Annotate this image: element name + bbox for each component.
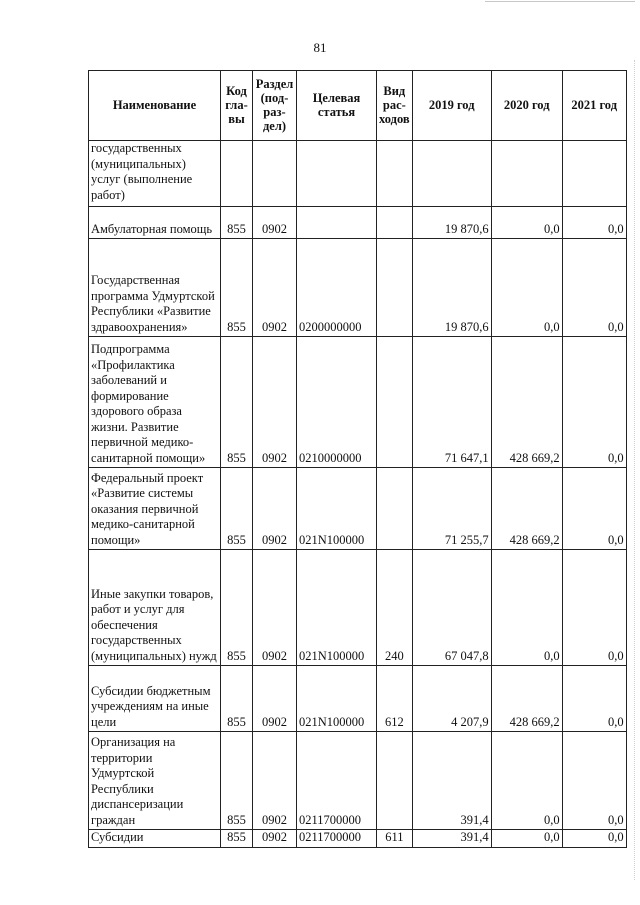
row-2020: 428 669,2 <box>491 337 562 468</box>
row-target <box>297 141 377 207</box>
row-2021: 0,0 <box>562 337 626 468</box>
row-section: 0902 <box>253 207 297 239</box>
table-row <box>89 239 627 337</box>
row-2019: 19 870,6 <box>412 239 491 337</box>
row-2021: 0,0 <box>562 830 626 848</box>
row-code <box>221 141 253 207</box>
header-target: Целевая статья <box>297 71 377 141</box>
header-row <box>89 71 627 141</box>
row-kind <box>377 141 413 207</box>
row-target: 0211700000 <box>297 830 377 848</box>
row-code: 855 <box>221 468 253 550</box>
row-2021: 0,0 <box>562 732 626 830</box>
header-name: Наименование <box>89 71 221 141</box>
row-2020: 428 669,2 <box>491 468 562 550</box>
row-2019: 4 207,9 <box>412 666 491 732</box>
row-code: 855 <box>221 239 253 337</box>
table-row <box>89 830 627 848</box>
table-row <box>89 207 627 239</box>
row-2019: 391,4 <box>412 830 491 848</box>
row-2020: 428 669,2 <box>491 666 562 732</box>
row-name: государственных (муниципальных) услуг (выполнение работ) <box>89 141 221 207</box>
row-section: 0902 <box>253 666 297 732</box>
row-target: 0200000000 <box>297 239 377 337</box>
row-kind <box>377 732 413 830</box>
table-row <box>89 337 627 468</box>
row-name: Федеральный проект «Развитие системы оказания первичной медико-санитарной помощи» <box>89 468 221 550</box>
header-2019: 2019 год <box>412 71 491 141</box>
row-target: 021N100000 <box>297 550 377 666</box>
row-section: 0902 <box>253 337 297 468</box>
row-target: 021N100000 <box>297 666 377 732</box>
header-2020: 2020 год <box>491 71 562 141</box>
row-section: 0902 <box>253 732 297 830</box>
budget-table <box>88 70 627 848</box>
row-code: 855 <box>221 666 253 732</box>
row-name: Подпрограмма «Профилактика заболеваний и формирование здорового образа жизни. Развитие первичной медико-санитарной помощи» <box>89 337 221 468</box>
header-kind: Вид рас- ходов <box>377 71 413 141</box>
row-2020: 0,0 <box>491 239 562 337</box>
row-kind <box>377 337 413 468</box>
row-section: 0902 <box>253 830 297 848</box>
row-section: 0902 <box>253 468 297 550</box>
row-kind <box>377 468 413 550</box>
top-edge-rule <box>485 1 635 2</box>
row-name: Государственная программа Удмуртской Республики «Развитие здравоохранения» <box>89 239 221 337</box>
table-row <box>89 141 627 207</box>
table-row <box>89 732 627 830</box>
row-code: 855 <box>221 550 253 666</box>
row-2020: 0,0 <box>491 550 562 666</box>
row-2021: 0,0 <box>562 468 626 550</box>
row-2020: 0,0 <box>491 732 562 830</box>
row-code: 855 <box>221 337 253 468</box>
row-code: 855 <box>221 207 253 239</box>
header-code: Код гла- вы <box>221 71 253 141</box>
header-section: Раздел (под- раз- дел) <box>253 71 297 141</box>
row-2019: 71 255,7 <box>412 468 491 550</box>
row-name: Субсидии <box>89 830 221 848</box>
row-2019: 71 647,1 <box>412 337 491 468</box>
row-name: Иные закупки товаров, работ и услуг для обеспечения государственных (муниципальных) нужд <box>89 550 221 666</box>
row-section <box>253 141 297 207</box>
row-code: 855 <box>221 732 253 830</box>
row-2019 <box>412 141 491 207</box>
row-2021: 0,0 <box>562 239 626 337</box>
row-target: 0210000000 <box>297 337 377 468</box>
row-2021 <box>562 141 626 207</box>
header-2021: 2021 год <box>562 71 626 141</box>
row-2019: 19 870,6 <box>412 207 491 239</box>
row-kind <box>377 239 413 337</box>
row-target: 021N100000 <box>297 468 377 550</box>
row-2020 <box>491 141 562 207</box>
row-target: 0211700000 <box>297 732 377 830</box>
table-row <box>89 666 627 732</box>
row-name: Организация на территории Удмуртской Республики диспансеризации граждан <box>89 732 221 830</box>
row-name: Субсидии бюджетным учреждениям на иные цели <box>89 666 221 732</box>
row-kind: 612 <box>377 666 413 732</box>
row-2021: 0,0 <box>562 207 626 239</box>
row-target <box>297 207 377 239</box>
right-edge-rule <box>634 60 635 880</box>
row-name: Амбулаторная помощь <box>89 207 221 239</box>
table-row <box>89 468 627 550</box>
row-kind: 240 <box>377 550 413 666</box>
table-row <box>89 550 627 666</box>
row-2020: 0,0 <box>491 830 562 848</box>
row-2021: 0,0 <box>562 666 626 732</box>
row-kind <box>377 207 413 239</box>
row-section: 0902 <box>253 239 297 337</box>
page-number: 81 <box>313 40 327 55</box>
row-2020: 0,0 <box>491 207 562 239</box>
row-2021: 0,0 <box>562 550 626 666</box>
row-2019: 391,4 <box>412 732 491 830</box>
row-2019: 67 047,8 <box>412 550 491 666</box>
row-kind: 611 <box>377 830 413 848</box>
row-code: 855 <box>221 830 253 848</box>
row-section: 0902 <box>253 550 297 666</box>
